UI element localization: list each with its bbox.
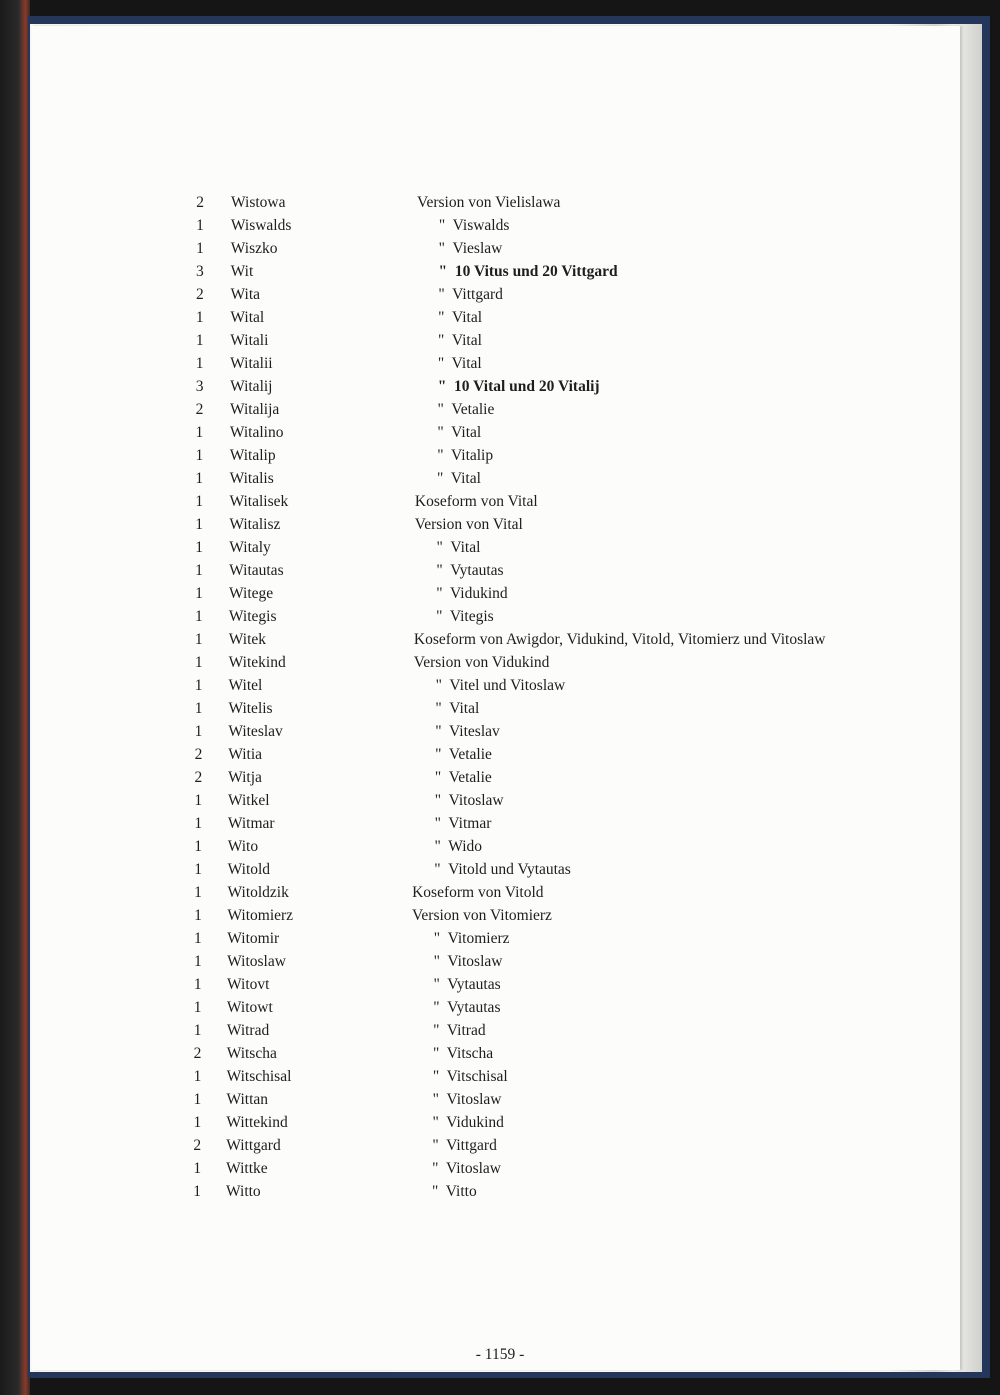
entry-description: Version von Vital bbox=[414, 516, 523, 533]
entry-name: Witeslav bbox=[228, 723, 283, 740]
entry-description: " Vital bbox=[437, 355, 482, 372]
list-item bbox=[0, 330, 1000, 352]
entry-name: Witaly bbox=[229, 539, 271, 556]
list-item bbox=[0, 744, 1000, 766]
entry-description: Koseform von Vital bbox=[414, 493, 538, 510]
entry-description: " Vital bbox=[437, 424, 482, 441]
entry-count: 1 bbox=[194, 654, 203, 671]
entry-name: Witelis bbox=[228, 700, 273, 717]
entry-count: 1 bbox=[195, 309, 204, 326]
entry-description: " Vitoslaw bbox=[433, 953, 503, 970]
entry-description: " 10 Vital und 20 Vitalij bbox=[437, 378, 600, 395]
list-item bbox=[0, 974, 1000, 996]
entry-name: Witel bbox=[228, 677, 263, 694]
entry-description: " Vitoslaw bbox=[432, 1091, 502, 1108]
entry-count: 2 bbox=[194, 746, 203, 763]
entry-count: 1 bbox=[195, 332, 204, 349]
entry-description: " Vidukind bbox=[436, 585, 508, 602]
entry-count: 1 bbox=[195, 562, 203, 579]
entry-name: Witalip bbox=[229, 447, 276, 464]
entry-name: Witia bbox=[228, 746, 263, 763]
entry-count: 1 bbox=[193, 999, 202, 1016]
entry-count: 2 bbox=[195, 401, 204, 418]
entry-count: 1 bbox=[195, 516, 204, 533]
entry-description: " Vital bbox=[435, 700, 480, 717]
entry-description: " Vitold und Vytautas bbox=[434, 861, 571, 878]
entry-description: " Viteslav bbox=[435, 723, 500, 740]
entry-name: Witalii bbox=[230, 355, 273, 372]
entry-description: " Vitschisal bbox=[432, 1068, 508, 1085]
entry-count: 1 bbox=[194, 930, 202, 947]
entry-name: Witrad bbox=[226, 1022, 270, 1039]
entry-description: " Vetalie bbox=[437, 401, 495, 418]
entry-count: 1 bbox=[195, 470, 204, 487]
list-item bbox=[0, 514, 1000, 536]
entry-count: 1 bbox=[195, 447, 204, 464]
entry-name: Witkel bbox=[227, 792, 270, 809]
entry-name: Wital bbox=[230, 309, 265, 326]
list-item bbox=[0, 767, 1000, 789]
entry-description: " Vytautas bbox=[436, 562, 504, 579]
entry-count: 1 bbox=[195, 539, 203, 556]
list-item bbox=[0, 583, 1000, 605]
entry-name: Wit bbox=[230, 263, 254, 280]
entry-description: " Vittgard bbox=[432, 1137, 497, 1154]
entry-name: Witali bbox=[230, 332, 269, 349]
entry-name: Wittke bbox=[226, 1160, 268, 1177]
list-item bbox=[0, 1043, 1000, 1065]
entry-count: 1 bbox=[193, 1091, 202, 1108]
list-item bbox=[0, 905, 1000, 927]
entry-name: Witalis bbox=[229, 470, 274, 487]
list-item bbox=[0, 376, 1000, 398]
entry-count: 2 bbox=[195, 286, 204, 303]
entry-description: " Vitomierz bbox=[433, 930, 510, 947]
entry-description: " Vitscha bbox=[432, 1045, 494, 1062]
entry-name: Wittgard bbox=[226, 1137, 281, 1154]
entry-name: Witmar bbox=[227, 815, 275, 832]
entry-name: Witschisal bbox=[226, 1068, 292, 1085]
entry-description: " Wido bbox=[434, 838, 483, 855]
list-item bbox=[0, 399, 1000, 421]
entry-count: 1 bbox=[195, 493, 204, 510]
entry-name: Witoldzik bbox=[227, 884, 289, 901]
list-item bbox=[0, 836, 1000, 858]
entry-count: 1 bbox=[193, 1160, 202, 1177]
entry-count: 1 bbox=[194, 677, 203, 694]
list-item bbox=[0, 537, 1000, 559]
list-item bbox=[0, 951, 1000, 973]
entry-name: Witoslaw bbox=[227, 953, 286, 970]
entry-count: 1 bbox=[193, 1183, 201, 1200]
entry-count: 1 bbox=[194, 723, 203, 740]
list-item bbox=[0, 215, 1000, 237]
entry-count: 1 bbox=[194, 608, 203, 625]
entry-description: " Vitel und Vitoslaw bbox=[435, 677, 566, 694]
entry-count: 1 bbox=[194, 861, 202, 878]
entry-description: " Viswalds bbox=[438, 217, 510, 234]
entry-description: " Vittgard bbox=[438, 286, 503, 303]
entry-count: 3 bbox=[196, 263, 204, 280]
entry-name: Witomierz bbox=[227, 907, 294, 924]
entry-name: Witowt bbox=[226, 999, 273, 1016]
entry-description: Version von Vitomierz bbox=[411, 907, 552, 924]
entry-count: 1 bbox=[193, 953, 202, 970]
list-item bbox=[0, 1135, 1000, 1157]
entry-count: 1 bbox=[194, 884, 202, 901]
entry-name: Witautas bbox=[229, 562, 284, 579]
list-item bbox=[0, 422, 1000, 444]
entry-name: Witekind bbox=[228, 654, 286, 671]
entry-name: Wittan bbox=[226, 1091, 269, 1108]
entry-description: " Vitalip bbox=[437, 447, 494, 464]
entry-name: Witek bbox=[228, 631, 267, 648]
entry-description: " Vitoslaw bbox=[432, 1160, 501, 1177]
entry-count: 1 bbox=[195, 585, 203, 602]
entry-count: 1 bbox=[194, 700, 203, 717]
entry-description: Version von Vidukind bbox=[413, 654, 550, 671]
list-item bbox=[0, 1020, 1000, 1042]
entry-description: " Vitto bbox=[432, 1183, 477, 1200]
list-item bbox=[0, 675, 1000, 697]
entry-name: Wittekind bbox=[226, 1114, 288, 1131]
list-item bbox=[0, 1181, 1000, 1203]
list-item bbox=[0, 468, 1000, 490]
entry-description: " Vital bbox=[438, 332, 482, 349]
entry-description: " Vital bbox=[436, 539, 481, 556]
list-item bbox=[0, 813, 1000, 835]
entry-description: " Vitoslaw bbox=[434, 792, 504, 809]
entry-count: 1 bbox=[193, 1114, 202, 1131]
entry-count: 2 bbox=[193, 1137, 202, 1154]
entry-name: Witold bbox=[227, 861, 271, 878]
list-item bbox=[0, 445, 1000, 467]
entry-name: Witalino bbox=[229, 424, 284, 441]
list-item bbox=[0, 1066, 1000, 1088]
entry-count: 1 bbox=[194, 631, 203, 648]
list-item bbox=[0, 859, 1000, 881]
list-item bbox=[0, 721, 1000, 743]
list-item bbox=[0, 997, 1000, 1019]
list-item bbox=[0, 1112, 1000, 1134]
list-item bbox=[0, 307, 1000, 329]
entry-name: Witege bbox=[229, 585, 274, 602]
entry-count: 1 bbox=[196, 240, 204, 257]
entry-description: " Vital bbox=[437, 470, 481, 487]
entry-count: 1 bbox=[193, 1068, 202, 1085]
entry-name: Witovt bbox=[227, 976, 270, 993]
entry-description: " Vytautas bbox=[433, 999, 501, 1016]
list-item bbox=[0, 790, 1000, 812]
entry-description: " Vitrad bbox=[433, 1022, 486, 1039]
list-item bbox=[0, 192, 1000, 214]
entry-description: " 10 Vitus und 20 Vittgard bbox=[438, 263, 618, 280]
entry-description: " Vetalie bbox=[435, 746, 492, 763]
entry-name: Witto bbox=[226, 1183, 261, 1200]
list-item bbox=[0, 560, 1000, 582]
list-item bbox=[0, 882, 1000, 904]
entry-count: 1 bbox=[195, 424, 204, 441]
entry-name: Wiszko bbox=[230, 240, 278, 257]
list-item bbox=[0, 928, 1000, 950]
list-item bbox=[0, 629, 1000, 651]
entry-name: Witja bbox=[228, 769, 262, 786]
entry-description: " Vieslaw bbox=[438, 240, 503, 257]
entry-description: " Vidukind bbox=[432, 1114, 504, 1131]
entry-name: Witalisz bbox=[229, 516, 281, 533]
entry-description: " Vitmar bbox=[434, 815, 492, 832]
entry-description: Version von Vielislawa bbox=[417, 194, 561, 211]
entry-name: Wito bbox=[227, 838, 259, 855]
list-item bbox=[0, 284, 1000, 306]
list-item bbox=[0, 606, 1000, 628]
entry-name: Wiswalds bbox=[230, 217, 292, 234]
entry-count: 1 bbox=[193, 1022, 202, 1039]
entry-count: 1 bbox=[194, 815, 203, 832]
entry-name: Wita bbox=[230, 286, 261, 303]
entry-name: Witegis bbox=[228, 608, 277, 625]
list-item bbox=[0, 1158, 1000, 1180]
entry-description: " Vitegis bbox=[436, 608, 494, 625]
entry-description: Koseform von Vitold bbox=[412, 884, 544, 901]
entry-count: 1 bbox=[193, 976, 202, 993]
entry-name: Witalij bbox=[230, 378, 273, 395]
list-item bbox=[0, 652, 1000, 674]
entry-count: 1 bbox=[196, 217, 204, 234]
list-item bbox=[0, 261, 1000, 283]
entry-description: Koseform von Awigdor, Vidukind, Vitold, Vitomierz und Vitoslaw bbox=[413, 631, 826, 648]
list-item bbox=[0, 491, 1000, 513]
entry-description: " Vytautas bbox=[433, 976, 501, 993]
list-item bbox=[0, 698, 1000, 720]
entry-name: Wistowa bbox=[231, 194, 286, 211]
entry-count: 2 bbox=[194, 769, 203, 786]
list-item bbox=[0, 353, 1000, 375]
entry-name: Witscha bbox=[226, 1045, 277, 1062]
list-item bbox=[0, 238, 1000, 260]
entry-count: 2 bbox=[193, 1045, 202, 1062]
entry-name: Witalisek bbox=[229, 493, 289, 510]
entry-description: " Vetalie bbox=[434, 769, 492, 786]
entry-count: 2 bbox=[196, 194, 204, 211]
entry-count: 1 bbox=[194, 792, 203, 809]
entry-name: Witalija bbox=[229, 401, 280, 418]
entry-count: 1 bbox=[194, 907, 202, 924]
page-number: - 1159 - bbox=[475, 1346, 525, 1363]
entry-count: 3 bbox=[195, 378, 204, 395]
list-item bbox=[0, 1089, 1000, 1111]
entry-count: 1 bbox=[194, 838, 203, 855]
entry-description: " Vital bbox=[438, 309, 483, 326]
entry-name: Witomir bbox=[227, 930, 280, 947]
entry-count: 1 bbox=[195, 355, 204, 372]
